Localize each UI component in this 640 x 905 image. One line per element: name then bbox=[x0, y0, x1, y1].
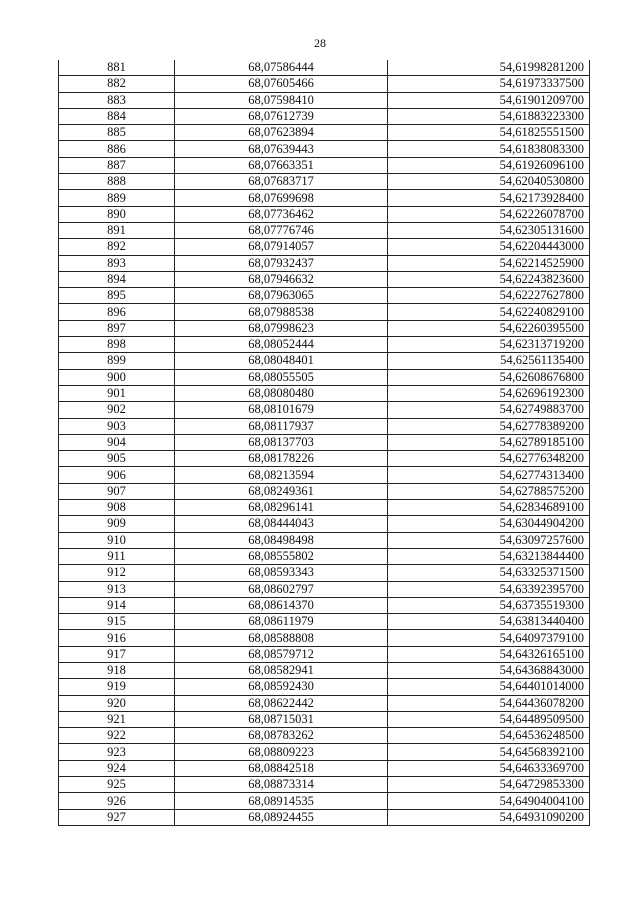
y-coordinate-cell: 54,62749883700 bbox=[388, 402, 590, 418]
table-row bbox=[59, 565, 590, 581]
point-number-cell: 888 bbox=[59, 174, 175, 190]
y-coordinate-cell: 54,64536248500 bbox=[388, 728, 590, 744]
y-coordinate-cell: 54,62776348200 bbox=[388, 451, 590, 467]
x-coordinate-cell: 68,07998623 bbox=[175, 320, 388, 336]
x-coordinate-cell: 68,07612739 bbox=[175, 108, 388, 124]
table-row bbox=[59, 711, 590, 727]
table-row bbox=[59, 304, 590, 320]
x-coordinate-cell: 68,07586444 bbox=[175, 60, 388, 76]
point-number-cell: 922 bbox=[59, 728, 175, 744]
table-row bbox=[59, 255, 590, 271]
table-row bbox=[59, 532, 590, 548]
y-coordinate-cell: 54,61901209700 bbox=[388, 92, 590, 108]
point-number-cell: 914 bbox=[59, 597, 175, 613]
y-coordinate-cell: 54,61998281200 bbox=[388, 60, 590, 76]
y-coordinate-cell: 54,63213844400 bbox=[388, 548, 590, 564]
table-row bbox=[59, 76, 590, 92]
point-number-cell: 927 bbox=[59, 809, 175, 825]
point-number-cell: 924 bbox=[59, 760, 175, 776]
x-coordinate-cell: 68,08593343 bbox=[175, 565, 388, 581]
y-coordinate-cell: 54,62305131600 bbox=[388, 222, 590, 238]
y-coordinate-cell: 54,61883223300 bbox=[388, 108, 590, 124]
y-coordinate-cell: 54,64568392100 bbox=[388, 744, 590, 760]
table-row bbox=[59, 662, 590, 678]
table-row bbox=[59, 288, 590, 304]
coordinates-table bbox=[58, 60, 590, 826]
x-coordinate-cell: 68,08582941 bbox=[175, 662, 388, 678]
point-number-cell: 885 bbox=[59, 125, 175, 141]
table-row bbox=[59, 271, 590, 287]
table-row bbox=[59, 385, 590, 401]
y-coordinate-cell: 54,62696192300 bbox=[388, 385, 590, 401]
table-row bbox=[59, 483, 590, 499]
x-coordinate-cell: 68,08809223 bbox=[175, 744, 388, 760]
table-row bbox=[59, 793, 590, 809]
y-coordinate-cell: 54,64097379100 bbox=[388, 630, 590, 646]
y-coordinate-cell: 54,64368843000 bbox=[388, 662, 590, 678]
point-number-cell: 890 bbox=[59, 206, 175, 222]
table-row bbox=[59, 467, 590, 483]
point-number-cell: 923 bbox=[59, 744, 175, 760]
x-coordinate-cell: 68,08579712 bbox=[175, 646, 388, 662]
point-number-cell: 906 bbox=[59, 467, 175, 483]
point-number-cell: 895 bbox=[59, 288, 175, 304]
x-coordinate-cell: 68,07598410 bbox=[175, 92, 388, 108]
y-coordinate-cell: 54,63325371500 bbox=[388, 565, 590, 581]
point-number-cell: 916 bbox=[59, 630, 175, 646]
x-coordinate-cell: 68,08137703 bbox=[175, 434, 388, 450]
y-coordinate-cell: 54,64931090200 bbox=[388, 809, 590, 825]
point-number-cell: 920 bbox=[59, 695, 175, 711]
y-coordinate-cell: 54,64436078200 bbox=[388, 695, 590, 711]
x-coordinate-cell: 68,08715031 bbox=[175, 711, 388, 727]
point-number-cell: 910 bbox=[59, 532, 175, 548]
y-coordinate-cell: 54,62788575200 bbox=[388, 483, 590, 499]
table-row bbox=[59, 337, 590, 353]
point-number-cell: 925 bbox=[59, 777, 175, 793]
x-coordinate-cell: 68,07963065 bbox=[175, 288, 388, 304]
point-number-cell: 896 bbox=[59, 304, 175, 320]
point-number-cell: 883 bbox=[59, 92, 175, 108]
y-coordinate-cell: 54,64401014000 bbox=[388, 679, 590, 695]
x-coordinate-cell: 68,07639443 bbox=[175, 141, 388, 157]
x-coordinate-cell: 68,07699698 bbox=[175, 190, 388, 206]
table-row bbox=[59, 206, 590, 222]
x-coordinate-cell: 68,07736462 bbox=[175, 206, 388, 222]
table-row bbox=[59, 222, 590, 238]
x-coordinate-cell: 68,08213594 bbox=[175, 467, 388, 483]
table-row bbox=[59, 548, 590, 564]
y-coordinate-cell: 54,63097257600 bbox=[388, 532, 590, 548]
point-number-cell: 905 bbox=[59, 451, 175, 467]
point-number-cell: 903 bbox=[59, 418, 175, 434]
table-row bbox=[59, 695, 590, 711]
y-coordinate-cell: 54,61973337500 bbox=[388, 76, 590, 92]
y-coordinate-cell: 54,61825551500 bbox=[388, 125, 590, 141]
y-coordinate-cell: 54,62243823600 bbox=[388, 271, 590, 287]
x-coordinate-cell: 68,08924455 bbox=[175, 809, 388, 825]
table-row bbox=[59, 369, 590, 385]
x-coordinate-cell: 68,08249361 bbox=[175, 483, 388, 499]
x-coordinate-cell: 68,08914535 bbox=[175, 793, 388, 809]
y-coordinate-cell: 54,62260395500 bbox=[388, 320, 590, 336]
x-coordinate-cell: 68,07683717 bbox=[175, 174, 388, 190]
x-coordinate-cell: 68,08555802 bbox=[175, 548, 388, 564]
y-coordinate-cell: 54,64904004100 bbox=[388, 793, 590, 809]
y-coordinate-cell: 54,62778389200 bbox=[388, 418, 590, 434]
y-coordinate-cell: 54,62214525900 bbox=[388, 255, 590, 271]
table-row bbox=[59, 434, 590, 450]
table-row bbox=[59, 141, 590, 157]
point-number-cell: 899 bbox=[59, 353, 175, 369]
point-number-cell: 886 bbox=[59, 141, 175, 157]
x-coordinate-cell: 68,08080480 bbox=[175, 385, 388, 401]
x-coordinate-cell: 68,07914057 bbox=[175, 239, 388, 255]
y-coordinate-cell: 54,62834689100 bbox=[388, 500, 590, 516]
point-number-cell: 918 bbox=[59, 662, 175, 678]
y-coordinate-cell: 54,61926096100 bbox=[388, 157, 590, 173]
page-number: 28 bbox=[314, 36, 326, 50]
point-number-cell: 892 bbox=[59, 239, 175, 255]
point-number-cell: 912 bbox=[59, 565, 175, 581]
x-coordinate-cell: 68,08101679 bbox=[175, 402, 388, 418]
y-coordinate-cell: 54,62608676800 bbox=[388, 369, 590, 385]
table-row bbox=[59, 500, 590, 516]
x-coordinate-cell: 68,07932437 bbox=[175, 255, 388, 271]
y-coordinate-cell: 54,62789185100 bbox=[388, 434, 590, 450]
table-row bbox=[59, 108, 590, 124]
x-coordinate-cell: 68,07776746 bbox=[175, 222, 388, 238]
point-number-cell: 893 bbox=[59, 255, 175, 271]
table-row bbox=[59, 809, 590, 825]
point-number-cell: 902 bbox=[59, 402, 175, 418]
y-coordinate-cell: 54,62173928400 bbox=[388, 190, 590, 206]
point-number-cell: 911 bbox=[59, 548, 175, 564]
table-row bbox=[59, 679, 590, 695]
coordinates-table-body bbox=[59, 60, 590, 825]
point-number-cell: 904 bbox=[59, 434, 175, 450]
table-row bbox=[59, 174, 590, 190]
x-coordinate-cell: 68,08048401 bbox=[175, 353, 388, 369]
y-coordinate-cell: 54,62204443000 bbox=[388, 239, 590, 255]
point-number-cell: 909 bbox=[59, 516, 175, 532]
y-coordinate-cell: 54,63392395700 bbox=[388, 581, 590, 597]
point-number-cell: 887 bbox=[59, 157, 175, 173]
table-row bbox=[59, 777, 590, 793]
point-number-cell: 882 bbox=[59, 76, 175, 92]
point-number-cell: 889 bbox=[59, 190, 175, 206]
x-coordinate-cell: 68,07946632 bbox=[175, 271, 388, 287]
x-coordinate-cell: 68,08117937 bbox=[175, 418, 388, 434]
y-coordinate-cell: 54,63044904200 bbox=[388, 516, 590, 532]
x-coordinate-cell: 68,08498498 bbox=[175, 532, 388, 548]
table-row bbox=[59, 157, 590, 173]
point-number-cell: 891 bbox=[59, 222, 175, 238]
table-row bbox=[59, 516, 590, 532]
x-coordinate-cell: 68,07663351 bbox=[175, 157, 388, 173]
x-coordinate-cell: 68,08178226 bbox=[175, 451, 388, 467]
x-coordinate-cell: 68,08588808 bbox=[175, 630, 388, 646]
x-coordinate-cell: 68,08055505 bbox=[175, 369, 388, 385]
point-number-cell: 913 bbox=[59, 581, 175, 597]
table-row bbox=[59, 125, 590, 141]
x-coordinate-cell: 68,08592430 bbox=[175, 679, 388, 695]
x-coordinate-cell: 68,07623894 bbox=[175, 125, 388, 141]
table-row bbox=[59, 744, 590, 760]
point-number-cell: 884 bbox=[59, 108, 175, 124]
y-coordinate-cell: 54,62040530800 bbox=[388, 174, 590, 190]
y-coordinate-cell: 54,62227627800 bbox=[388, 288, 590, 304]
x-coordinate-cell: 68,08296141 bbox=[175, 500, 388, 516]
y-coordinate-cell: 54,64729853300 bbox=[388, 777, 590, 793]
table-row bbox=[59, 353, 590, 369]
y-coordinate-cell: 54,62240829100 bbox=[388, 304, 590, 320]
point-number-cell: 900 bbox=[59, 369, 175, 385]
table-row bbox=[59, 190, 590, 206]
y-coordinate-cell: 54,62313719200 bbox=[388, 337, 590, 353]
x-coordinate-cell: 68,08614370 bbox=[175, 597, 388, 613]
point-number-cell: 907 bbox=[59, 483, 175, 499]
y-coordinate-cell: 54,64633369700 bbox=[388, 760, 590, 776]
table-row bbox=[59, 581, 590, 597]
point-number-cell: 901 bbox=[59, 385, 175, 401]
table-row bbox=[59, 60, 590, 76]
y-coordinate-cell: 54,62774313400 bbox=[388, 467, 590, 483]
point-number-cell: 897 bbox=[59, 320, 175, 336]
table-row bbox=[59, 646, 590, 662]
x-coordinate-cell: 68,07988538 bbox=[175, 304, 388, 320]
table-row bbox=[59, 402, 590, 418]
point-number-cell: 881 bbox=[59, 60, 175, 76]
table-row bbox=[59, 728, 590, 744]
y-coordinate-cell: 54,62561135400 bbox=[388, 353, 590, 369]
x-coordinate-cell: 68,08873314 bbox=[175, 777, 388, 793]
point-number-cell: 919 bbox=[59, 679, 175, 695]
y-coordinate-cell: 54,61838083300 bbox=[388, 141, 590, 157]
x-coordinate-cell: 68,08611979 bbox=[175, 614, 388, 630]
point-number-cell: 908 bbox=[59, 500, 175, 516]
y-coordinate-cell: 54,62226078700 bbox=[388, 206, 590, 222]
table-row bbox=[59, 760, 590, 776]
table-row bbox=[59, 92, 590, 108]
y-coordinate-cell: 54,64326165100 bbox=[388, 646, 590, 662]
table-row bbox=[59, 597, 590, 613]
x-coordinate-cell: 68,08622442 bbox=[175, 695, 388, 711]
x-coordinate-cell: 68,08052444 bbox=[175, 337, 388, 353]
y-coordinate-cell: 54,63735519300 bbox=[388, 597, 590, 613]
point-number-cell: 921 bbox=[59, 711, 175, 727]
point-number-cell: 917 bbox=[59, 646, 175, 662]
point-number-cell: 894 bbox=[59, 271, 175, 287]
x-coordinate-cell: 68,08783262 bbox=[175, 728, 388, 744]
y-coordinate-cell: 54,64489509500 bbox=[388, 711, 590, 727]
table-row bbox=[59, 614, 590, 630]
point-number-cell: 915 bbox=[59, 614, 175, 630]
x-coordinate-cell: 68,08602797 bbox=[175, 581, 388, 597]
x-coordinate-cell: 68,08444043 bbox=[175, 516, 388, 532]
table-row bbox=[59, 239, 590, 255]
table-row bbox=[59, 320, 590, 336]
table-row bbox=[59, 418, 590, 434]
table-row bbox=[59, 451, 590, 467]
x-coordinate-cell: 68,07605466 bbox=[175, 76, 388, 92]
x-coordinate-cell: 68,08842518 bbox=[175, 760, 388, 776]
point-number-cell: 926 bbox=[59, 793, 175, 809]
point-number-cell: 898 bbox=[59, 337, 175, 353]
table-row bbox=[59, 630, 590, 646]
y-coordinate-cell: 54,63813440400 bbox=[388, 614, 590, 630]
